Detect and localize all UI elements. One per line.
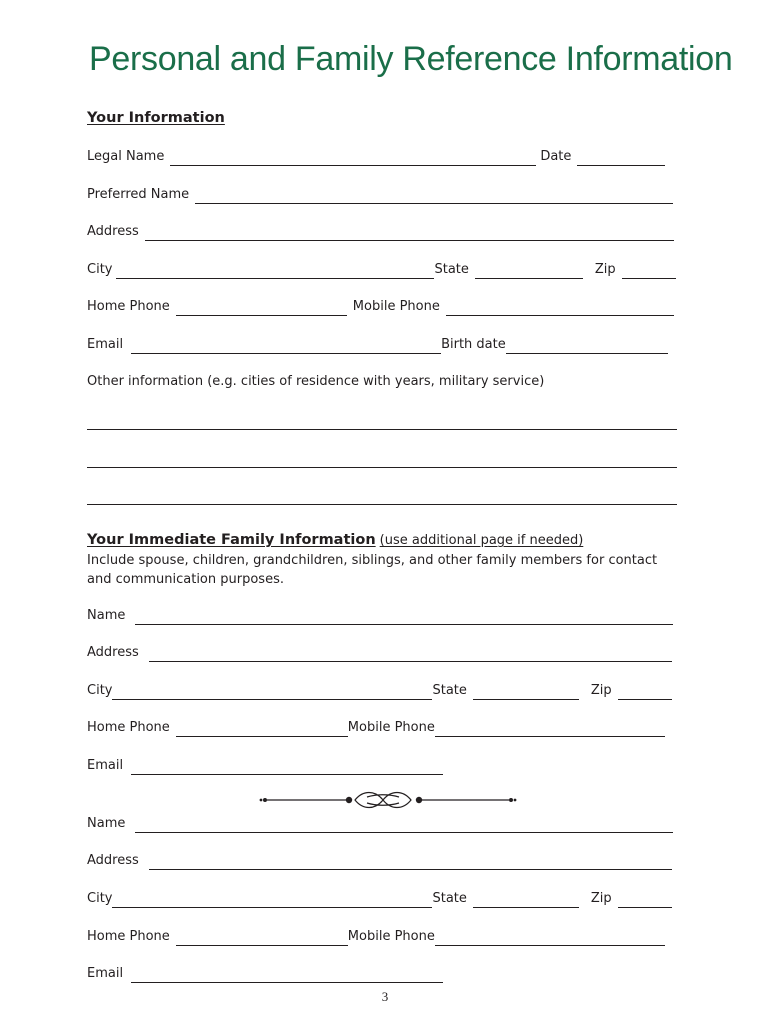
birth-date-field[interactable] bbox=[506, 339, 668, 354]
family-2-home-phone-label: Home Phone bbox=[87, 929, 170, 944]
family-2-email-label: Email bbox=[87, 966, 124, 981]
city-label: City bbox=[87, 262, 113, 277]
family-2-name-row bbox=[87, 815, 673, 833]
family-1-address-row bbox=[87, 644, 672, 662]
family-2-name-field[interactable] bbox=[135, 818, 673, 833]
preferred-name-row bbox=[87, 186, 673, 204]
zip-field[interactable] bbox=[622, 264, 676, 279]
home-phone-label: Home Phone bbox=[87, 299, 170, 314]
preferred-name-field[interactable] bbox=[195, 189, 673, 204]
family-2-email-field[interactable] bbox=[131, 968, 443, 983]
state-field[interactable] bbox=[475, 264, 583, 279]
legal-name-label: Legal Name bbox=[87, 149, 165, 164]
family-1-mobile-phone-label: Mobile Phone bbox=[347, 720, 435, 735]
city-field[interactable] bbox=[116, 264, 434, 279]
scroll-divider-icon bbox=[255, 788, 517, 812]
address-row bbox=[87, 223, 674, 241]
family-2-state-label: State bbox=[432, 891, 467, 906]
family-1-city-label: City bbox=[87, 683, 113, 698]
other-information-line-1[interactable] bbox=[87, 429, 677, 430]
family-1-city-state-zip-row bbox=[87, 682, 672, 700]
family-2-email-row bbox=[87, 965, 443, 983]
family-2-zip-label: Zip bbox=[590, 891, 612, 906]
family-heading-note: (use additional page if needed) bbox=[379, 533, 584, 548]
family-1-address-label: Address bbox=[87, 645, 139, 660]
family-1-name-label: Name bbox=[87, 608, 126, 623]
family-2-city-state-zip-row bbox=[87, 890, 672, 908]
email-birthdate-row bbox=[87, 336, 668, 354]
your-information-heading: Your Information bbox=[87, 110, 225, 126]
family-2-name-label: Name bbox=[87, 816, 126, 831]
family-2-city-label: City bbox=[87, 891, 113, 906]
address-label: Address bbox=[87, 224, 139, 239]
other-information-label: Other information (e.g. cities of residence with years, military service) bbox=[87, 374, 545, 389]
family-1-zip-field[interactable] bbox=[618, 685, 672, 700]
family-1-name-field[interactable] bbox=[135, 610, 673, 625]
other-information-line-3[interactable] bbox=[87, 504, 677, 505]
zip-label: Zip bbox=[594, 262, 616, 277]
family-2-zip-field[interactable] bbox=[618, 893, 672, 908]
family-heading-text: Your Immediate Family Information bbox=[87, 532, 376, 548]
birth-date-label: Birth date bbox=[441, 337, 506, 352]
family-1-mobile-phone-field[interactable] bbox=[435, 722, 665, 737]
family-1-state-label: State bbox=[432, 683, 467, 698]
email-field[interactable] bbox=[131, 339, 441, 354]
family-2-mobile-phone-label: Mobile Phone bbox=[347, 929, 435, 944]
mobile-phone-label: Mobile Phone bbox=[352, 299, 440, 314]
preferred-name-label: Preferred Name bbox=[87, 187, 190, 202]
family-2-address-row bbox=[87, 852, 672, 870]
home-phone-field[interactable] bbox=[176, 301, 347, 316]
legal-name-row bbox=[87, 148, 665, 166]
family-1-address-field[interactable] bbox=[149, 647, 672, 662]
state-label: State bbox=[434, 262, 469, 277]
family-1-state-field[interactable] bbox=[473, 685, 579, 700]
family-1-home-phone-field[interactable] bbox=[176, 722, 348, 737]
family-1-city-field[interactable] bbox=[112, 685, 432, 700]
address-field[interactable] bbox=[145, 226, 674, 241]
family-2-address-label: Address bbox=[87, 853, 139, 868]
family-information-heading bbox=[87, 532, 583, 548]
family-1-zip-label: Zip bbox=[590, 683, 612, 698]
family-2-home-phone-field[interactable] bbox=[176, 931, 348, 946]
email-label: Email bbox=[87, 337, 124, 352]
family-1-email-row bbox=[87, 757, 443, 775]
family-2-address-field[interactable] bbox=[149, 855, 672, 870]
family-1-email-label: Email bbox=[87, 758, 124, 773]
family-1-name-row bbox=[87, 607, 673, 625]
family-2-state-field[interactable] bbox=[473, 893, 579, 908]
family-1-email-field[interactable] bbox=[131, 760, 443, 775]
city-state-zip-row bbox=[87, 261, 676, 279]
legal-name-field[interactable] bbox=[170, 151, 536, 166]
date-label: Date bbox=[540, 149, 572, 164]
family-2-phone-row bbox=[87, 928, 665, 946]
page-number: 3 bbox=[381, 989, 389, 1004]
family-2-city-field[interactable] bbox=[112, 893, 432, 908]
other-information-line-2[interactable] bbox=[87, 467, 677, 468]
mobile-phone-field[interactable] bbox=[446, 301, 674, 316]
family-1-phone-row bbox=[87, 719, 665, 737]
page-title: Personal and Family Reference Information bbox=[89, 40, 733, 78]
family-information-description: Include spouse, children, grandchildren, siblings, and other family members for contact and communication purposes. bbox=[87, 553, 658, 587]
date-field[interactable] bbox=[577, 151, 665, 166]
family-1-home-phone-label: Home Phone bbox=[87, 720, 170, 735]
phone-row bbox=[87, 298, 674, 316]
family-2-mobile-phone-field[interactable] bbox=[435, 931, 665, 946]
